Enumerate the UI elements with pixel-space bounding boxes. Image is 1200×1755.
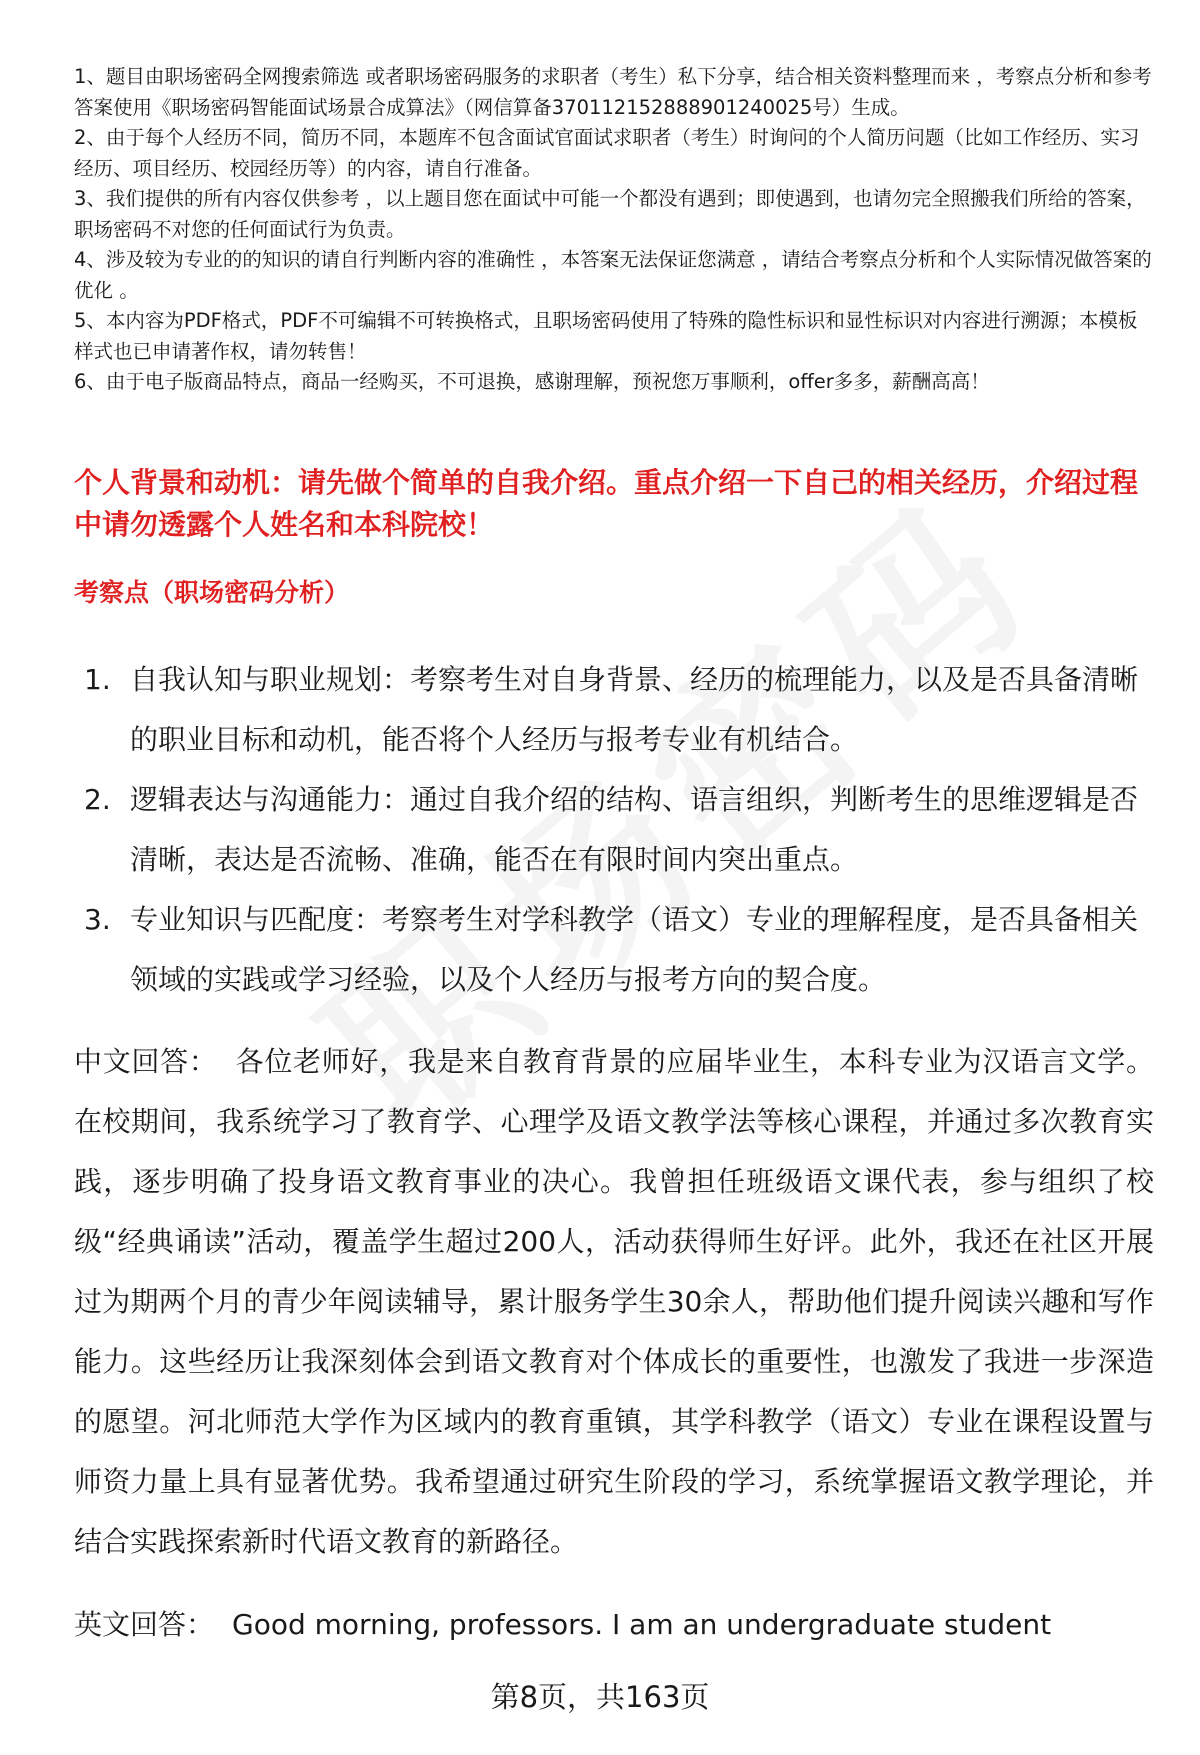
notice-item-1: 1、题目由职场密码全网搜索筛选 或者职场密码服务的求职者（考生）私下分享，结合相关资料整理而来 ，考察点分析和参考答案使用《职场密码智能面试场景合成算法》（网信算备370112152888901240025号）生成。 [74,65,1152,119]
notice-item-4: 4、涉及较为专业的的知识的请自行判断内容的准确性 ，本答案无法保证您满意 ，请结合考察点分析和个人实际情况做答案的优化 。 [74,248,1152,302]
interview-question: 个人背景和动机：请先做个简单的自我介绍。重点介绍一下自己的相关经历，介绍过程中请勿透露个人姓名和本科院校！ [74,466,1139,541]
analysis-point-number: 2. [84,783,111,816]
analysis-point-number: 1. [84,663,111,696]
english-answer-label: 英文回答： [74,1608,215,1641]
analysis-point [84,770,1154,890]
english-answer [74,1595,1154,1655]
chinese-answer [74,1032,1154,1572]
notice-item-2: 2、由于每个人经历不同，简历不同，本题库不包含面试官面试求职者（考生）时询问的个人简历问题（比如工作经历、实习经历、项目经历、校园经历等）的内容，请自行准备。 [74,126,1140,180]
english-answer-text: Good morning, professors. I am an undergraduate student [232,1608,1052,1641]
analysis-point-number: 3. [84,903,111,936]
analysis-points [84,650,1154,1010]
analysis-point-text: 逻辑表达与沟通能力：通过自我介绍的结构、语言组织，判断考生的思维逻辑是否清晰，表达是否流畅、准确，能否在有限时间内突出重点。 [130,783,1139,876]
analysis-point-text: 自我认知与职业规划：考察考生对自身背景、经历的梳理能力，以及是否具备清晰的职业目标和动机，能否将个人经历与报考专业有机结合。 [130,663,1139,756]
notice-item-3: 3、我们提供的所有内容仅供参考 ，以上题目您在面试中可能一个都没有遇到；即使遇到，也请勿完全照搬我们所给的答案，职场密码不对您的任何面试行为负责。 [74,187,1146,241]
chinese-answer-label: 中文回答： [74,1045,218,1078]
notice-item-5: 5、本内容为PDF格式，PDF不可编辑不可转换格式，且职场密码使用了特殊的隐性标识和显性标识对内容进行溯源；本模板样式也已申请著作权，请勿转售！ [74,309,1138,363]
notice-list [74,62,1156,398]
page-number: 第8页，共163页 [490,1680,710,1714]
analysis-point-text: 专业知识与匹配度：考察考生对学科教学（语文）专业的理解程度，是否具备相关领域的实践或学习经验，以及个人经历与报考方向的契合度。 [130,903,1139,996]
chinese-answer-text: 各位老师好，我是来自教育背景的应届毕业生，本科专业为汉语言文学。在校期间，我系统学习了教育学、心理学及语文教学法等核心课程，并通过多次教育实践，逐步明确了投身语文教育事业的决心。我曾担任班级语文课代表，参与组织了校级“经典诵读”活动，覆盖学生超过200人，活动获得师生好评。此外，我还在社区开展过为期两个月的青少年阅读辅导，累计服务学生30余人，帮助他们提升阅读兴趣和写作能力。这些经历让我深刻体会到语文教育对个体成长的重要性，也激发了我进一步深造的愿望。河北师范大学作为区域内的教育重镇，其学科教学（语文）专业在课程设置与师资力量上具有显著优势。我希望通过研究生阶段的学习，系统掌握语文教学理论，并结合实践探索新时代语文教育的新路径。 [74,1045,1154,1558]
analysis-title: 考察点（职场密码分析） [74,578,350,607]
analysis-point [84,650,1154,770]
analysis-point [84,890,1154,1010]
notice-item-6: 6、由于电子版商品特点，商品一经购买，不可退换，感谢理解，预祝您万事顺利，offer多多，薪酬高高！ [74,370,990,393]
